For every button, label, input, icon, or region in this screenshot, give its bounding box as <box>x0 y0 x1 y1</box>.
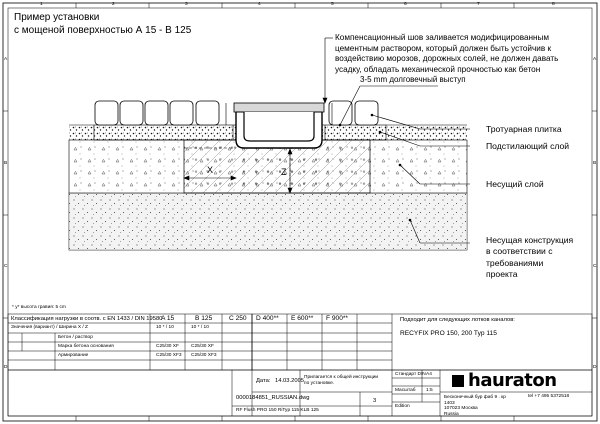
row-label-concrete: Бетон / раствор <box>58 335 93 340</box>
date-value: 14.03.2005 <box>275 378 305 384</box>
class-d400: D 400** <box>256 315 279 322</box>
date-label: Дата: <box>256 378 271 384</box>
doc-title: Прилагается к общей инструкции по установке. <box>304 375 379 386</box>
standard-value: A4 <box>426 372 432 377</box>
row-label-width: Значения (вариант) / Ширина X / Z <box>11 325 88 330</box>
frame-row-c-right: C <box>593 264 597 269</box>
product-name: RECYFIX PRO 150, 200 Typ 115 <box>400 330 497 337</box>
footnote: * у* высота гравия: 5 cm <box>12 305 66 310</box>
frame-col-8: 8 <box>552 2 555 7</box>
dimension-x-label: X <box>207 165 214 175</box>
drawing-number: 0000184851_RUSSIAN.dwg <box>236 395 310 401</box>
frame-row-a-right: A <box>593 57 597 62</box>
expansion-joint-note: Компенсационный шов заливается модифицированным цементным раствором, который должен быть устойчив к воздействию морозов, дорожных солей, не должен давать усадку, обладать механической прочностью как бетон <box>335 33 559 74</box>
company-logo: hauraton <box>452 372 557 390</box>
company-address: Бесконечный бур фаб 9 . кр 1403 107023 Москва Russia <box>444 395 506 417</box>
frame-col-7: 7 <box>477 2 480 7</box>
class-f900: F 900** <box>326 315 348 322</box>
frame-row-b: B <box>4 161 8 166</box>
drawing-title-line1: Пример установки <box>14 12 100 23</box>
frame-col-1: 1 <box>40 2 43 7</box>
frame-row-c: C <box>4 264 8 269</box>
cell-a15-reinf: C25/30 XF3 <box>156 353 182 358</box>
frame-row-b-right: B <box>593 161 597 166</box>
cell-a15-grade: C25/30 XF <box>156 344 179 349</box>
drainage-channel <box>234 103 324 148</box>
label-base: Несущий слой <box>486 179 544 189</box>
protrusion-note: 3-5 mm долговечный выступ <box>360 75 466 84</box>
table-header-label: Классификация нагрузки в соотв. с EN 1433 / DIN 19580 <box>11 316 163 322</box>
class-a15: A 15 <box>161 315 175 322</box>
frame-row-a: A <box>4 57 8 62</box>
frame-row-d-right: D <box>593 365 597 370</box>
scale-value: 1:5 <box>426 388 433 393</box>
class-b125: B 125 <box>195 315 213 322</box>
frame-row-d: D <box>4 365 8 370</box>
dimension-z-label: Z <box>281 167 287 177</box>
edition-label: Edition <box>395 404 410 409</box>
standard-label: Стандарт DIN <box>395 372 426 377</box>
frame-col-5: 5 <box>331 2 334 7</box>
row-label-grade: Марка бетона основания <box>58 344 114 349</box>
class-e600: E 600** <box>291 315 314 322</box>
frame-col-6: 6 <box>404 2 407 7</box>
label-subgrade: Несущая конструкция в соответствии с требованиями проекта <box>486 235 574 280</box>
row-label-reinforcement: Армирование <box>58 353 89 358</box>
logo-mark-icon <box>452 375 464 387</box>
sheet-number: 3 <box>373 398 377 404</box>
suitable-for-title: Подходит для следующих лотков каналов: <box>400 317 515 323</box>
label-paving: Тротуарная плитка <box>486 124 562 134</box>
part-label: RF Flush PRO 150 RiTyp 115 KLB 125 <box>236 408 319 413</box>
cell-b125-reinf: C25/30 XF3 <box>191 353 217 358</box>
cell-b125-width: 10 * / 10 <box>191 325 209 330</box>
frame-col-2: 2 <box>112 2 115 7</box>
cell-a15-width: 10 * / 10 <box>156 325 174 330</box>
frame-col-4: 4 <box>258 2 261 7</box>
company-phone: tel +7 495 5372518 <box>528 394 570 399</box>
label-bedding: Подстилающий слой <box>486 141 570 151</box>
cell-b125-grade: C25/30 XF <box>191 344 214 349</box>
drawing-title-line2: с мощеной поверхностью А 15 - В 125 <box>14 25 192 36</box>
scale-label: Масштаб <box>395 388 416 393</box>
class-c250: C 250 <box>229 315 247 322</box>
frame-col-3: 3 <box>185 2 188 7</box>
